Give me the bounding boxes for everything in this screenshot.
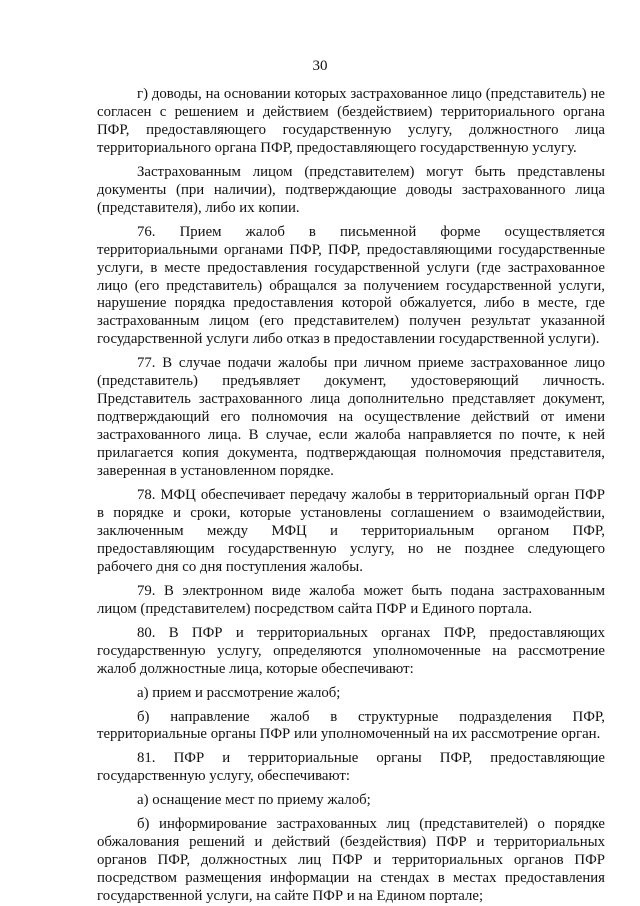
paragraph-80-a: а) прием и рассмотрение жалоб;: [137, 684, 341, 701]
paragraph-81-b: б) информирование застрахованных лиц (представителей) о порядке обжалования решений и действий (бездействия) ПФР и территориальных органов ПФР, должностных лиц ПФР и территориальных органов ПФР посредством размещения информации на стендах в местах предоставления государственной услуги, на сайте ПФР и на Едином портале;: [97, 816, 605, 905]
paragraph-81-a: а) оснащение мест по приему жалоб;: [137, 792, 371, 809]
paragraph-supporting-documents: Застрахованным лицом (представителем) могут быть представлены документы (при наличии), подтверждающие доводы застрахованного лица (представителя), либо их копии.: [97, 163, 605, 216]
document-body: [97, 86, 605, 906]
paragraph-78: 78. МФЦ обеспечивает передачу жалобы в территориальный орган ПФР в порядке и сроки, которые установлены соглашением о взаимодействии, заключенным между МФЦ и территориальным органом ПФР, предоставляющим государственную услугу, но не позднее следующего рабочего дня со дня поступления жалобы.: [97, 487, 605, 575]
paragraph-81: 81. ПФР и территориальные органы ПФР, предоставляющие государственную услугу, обеспечивают:: [97, 750, 605, 785]
paragraph-g-arguments: г) доводы, на основании которых застрахованное лицо (представитель) не согласен с решением и действием (бездействием) территориального органа ПФР, предоставляющего государственную услугу, должностного лица территориального органа ПФР, предоставляющего государственную услугу.: [97, 86, 605, 156]
paragraph-79: 79. В электронном виде жалоба может быть подана застрахованным лицом (представителем) посредством сайта ПФР и Единого портала.: [97, 582, 605, 617]
paragraph-80-b: б) направление жалоб в структурные подразделения ПФР, территориальные органы ПФР или уполномоченный на их рассмотрение орган.: [97, 708, 605, 743]
paragraph-80: 80. В ПФР и территориальных органах ПФР, предоставляющих государственную услугу, определяются уполномоченные на рассмотрение жалоб должностные лица, которые обеспечивают:: [97, 624, 605, 677]
paragraph-76: 76. Прием жалоб в письменной форме осуществляется территориальными органами ПФР, ПФР, предоставляющими государственные услуги, в месте предоставления государственной услуги (где застрахованное лицо (его представитель) обращался за получением государственной услуги, нарушение порядка предоставления которой обжалуется, либо в месте, где застрахованным лицом (его представителем) получен результат указанной государственной услуги либо отказ в предоставлении государственной услуги).: [97, 223, 605, 348]
page-number: 30: [312, 58, 328, 74]
paragraph-77: 77. В случае подачи жалобы при личном приеме застрахованное лицо (представитель) предъявляет документ, удостоверяющий личность. Представитель застрахованного лица дополнительно представляет документ, подтверждающий его полномочия на осуществление действий от имени застрахованного лица. В случае, если жалоба направляется по почте, к ней прилагается копия документа, подтверждающая полномочия представителя, заверенная в установленном порядке.: [97, 355, 605, 480]
